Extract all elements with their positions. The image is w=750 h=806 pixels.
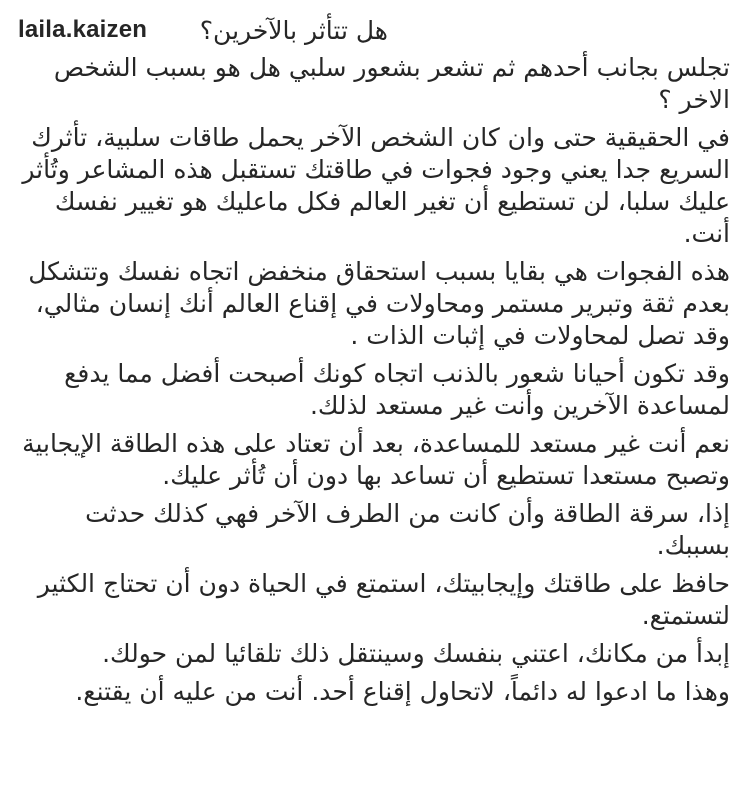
caption-paragraph: تجلس بجانب أحدهم ثم تشعر بشعور سلبي هل هو بسبب الشخص الاخر ؟ — [53, 53, 730, 114]
caption-paragraph: نعم أنت غير مستعد للمساعدة، بعد أن تعتاد على هذه الطاقة الإيجابية وتصبح مستعدا تستطيع أن تساعد بها دون أن تُأثر عليك. — [22, 429, 730, 490]
caption-paragraph: حافظ على طاقتك وإيجابيتك، استمتع في الحياة دون أن تحتاج الكثير لتستمتع. — [37, 569, 730, 630]
caption-paragraph: في الحقيقية حتى وان كان الشخص الآخر يحمل طاقات سلبية، تأثرك السريع جدا يعني وجود فجوات في طاقتك تستقبل هذه المشاعر وتُأثر عليك سلبا، لن تستطيع أن تغير العالم فكل ماعليك هو تغيير نفسك أنت. — [22, 123, 730, 248]
caption-header — [18, 14, 730, 48]
caption-title: هل تتأثر بالآخرين؟ — [199, 16, 388, 45]
caption-paragraph: وقد تكون أحيانا شعور بالذنب اتجاه كونك أصبحت أفضل مما يدفع لمساعدة الآخرين وأنت غير مستعد لذلك. — [64, 359, 730, 420]
caption-paragraph: هذه الفجوات هي بقايا بسبب استحقاق منخفض اتجاه نفسك وتتشكل بعدم ثقة وتبرير مستمر ومحاولات في إقناع العالم أنك إنسان مثالي، وقد تصل لمحاولات في إثبات الذات . — [28, 257, 730, 350]
caption-body — [18, 52, 730, 708]
caption-paragraph: وهذا ما ادعوا له دائماً، لاتحاول إقناع أحد. أنت من عليه أن يقتنع. — [75, 677, 730, 706]
username-link[interactable]: laila.kaizen — [18, 16, 148, 43]
caption-paragraph: إبدأ من مكانك، اعتني بنفسك وسينتقل ذلك تلقائيا لمن حولك. — [102, 639, 730, 668]
caption-paragraph: إذا، سرقة الطاقة وأن كانت من الطرف الآخر فهي كذلك حدثت بسببك. — [85, 499, 730, 560]
